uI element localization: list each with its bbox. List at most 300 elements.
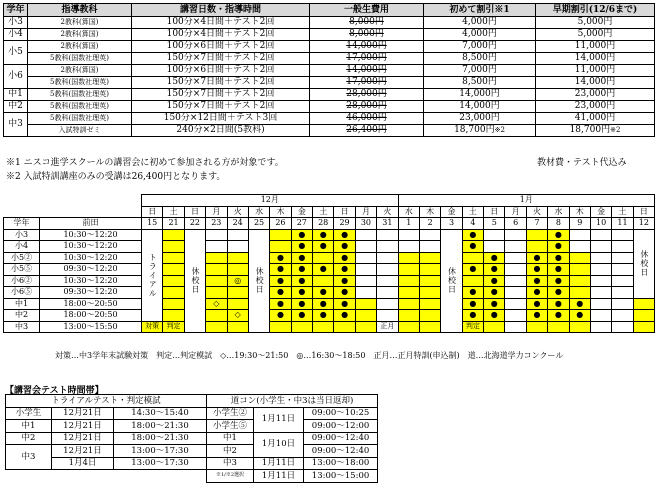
- calendar-time: 10:30～12:20: [40, 252, 142, 264]
- lesson-dot: [462, 264, 483, 276]
- calendar-cell: [590, 275, 611, 287]
- month-december: 12月: [142, 195, 399, 207]
- early-price: 11,000円: [536, 65, 655, 77]
- date-cell: 25: [248, 218, 269, 230]
- dokon-time: 13:00～15:00: [304, 470, 378, 483]
- lesson-dot: [270, 264, 291, 276]
- date-cell: 10: [590, 218, 611, 230]
- price-row: [4, 125, 655, 137]
- dokon-time: 09:00～12:40: [304, 432, 378, 445]
- calendar-cell: [548, 321, 569, 333]
- lesson-dot: [270, 310, 291, 322]
- general-price: 26,400円: [310, 125, 424, 137]
- test-row: [6, 457, 378, 470]
- calendar-cell: [633, 298, 654, 310]
- lesson-dot: [462, 310, 483, 322]
- first-price: 23,000円: [424, 113, 536, 125]
- test-grade: 小学生: [6, 407, 52, 420]
- price-row: [4, 53, 655, 65]
- test-date: 12月21日: [52, 432, 114, 445]
- lesson-dot: [334, 298, 355, 310]
- general-price: 28,000円: [310, 89, 424, 101]
- test-row: [6, 432, 378, 445]
- dokon-time: 09:00～12:00: [304, 420, 378, 433]
- calendar-cell: [377, 275, 398, 287]
- date-cell: 27: [291, 218, 312, 230]
- calendar-cell: [163, 229, 184, 241]
- lesson-dot: [548, 310, 569, 322]
- dokon-time: 09:00～12:40: [304, 445, 378, 458]
- calendar-cell: [505, 275, 526, 287]
- first-price-value: 18,700円: [454, 125, 495, 135]
- lesson-dot: [548, 275, 569, 287]
- price-row: [4, 77, 655, 89]
- calendar-cell: [612, 275, 633, 287]
- dokon-grade: 中1: [207, 432, 254, 445]
- calendar-cell: [206, 310, 227, 322]
- calendar-cell: [206, 264, 227, 276]
- test-header-right: 道コン(小学生・中3は当日返却): [207, 395, 378, 408]
- calendar-cell: [270, 229, 291, 241]
- lesson-dot: [526, 264, 547, 276]
- subject-cell: 入試特訓ゼミ: [28, 125, 132, 137]
- calendar-cell: [569, 287, 590, 299]
- weekday-cell: 日: [142, 206, 163, 218]
- calendar-cell: [291, 321, 312, 333]
- weekday-cell: 木: [419, 206, 440, 218]
- calendar-time: 10:30～12:20: [40, 275, 142, 287]
- calendar-cell: [313, 275, 334, 287]
- header-grade: 学年: [4, 4, 28, 17]
- calendar-cell: [419, 298, 440, 310]
- calendar-cell: [484, 241, 505, 253]
- note-1-right: 教材費・テスト代込み: [537, 158, 627, 168]
- header-time: 講習日数・指導時間: [132, 4, 310, 17]
- test-row: [6, 407, 378, 420]
- date-cell: 30: [355, 218, 376, 230]
- weekday-cell: 水: [548, 206, 569, 218]
- price-row: [4, 101, 655, 113]
- dokon-time: 13:00～18:00: [304, 457, 378, 470]
- dokon-date: 1月10日: [254, 432, 304, 457]
- calendar-row: [4, 275, 655, 287]
- lesson-dot: [270, 275, 291, 287]
- general-price: 14,000円: [310, 41, 424, 53]
- dokon-grade: ※1/※2選択: [207, 470, 254, 483]
- calendar-cell: [590, 298, 611, 310]
- calendar-cell: [377, 310, 398, 322]
- calendar-cell: [419, 229, 440, 241]
- header-general: 一般生費用: [310, 4, 424, 17]
- lesson-dot: [334, 241, 355, 253]
- grade-cell: 小4: [4, 29, 28, 41]
- early-price: 11,000円: [536, 41, 655, 53]
- calendar-cell: [398, 287, 419, 299]
- calendar-time-header: 前田: [40, 218, 142, 230]
- calendar-cell: [163, 287, 184, 299]
- early-price: 41,000円: [536, 113, 655, 125]
- test-time: 18:00～21:30: [114, 420, 207, 433]
- kyukoubi-label: 休校日: [441, 229, 462, 333]
- weekday-cell: 日: [633, 206, 654, 218]
- calendar-cell: [270, 321, 291, 333]
- lesson-dot: [291, 252, 312, 264]
- calendar-time: 09:30～12:20: [40, 287, 142, 299]
- calendar-cell: [377, 298, 398, 310]
- lesson-dot: [548, 252, 569, 264]
- lesson-dot: [484, 275, 505, 287]
- calendar-row: [4, 252, 655, 264]
- first-price: [424, 125, 536, 137]
- calendar-month-row: [4, 195, 655, 207]
- weekday-cell: 木: [569, 206, 590, 218]
- calendar-cell: [355, 298, 376, 310]
- calendar-cell: [355, 310, 376, 322]
- calendar-cell: [313, 252, 334, 264]
- test-time: 14:30～15:40: [114, 407, 207, 420]
- test-grade: 中2: [6, 432, 52, 445]
- calendar-cell: [355, 264, 376, 276]
- header-early: 早期割引(12/6まで): [536, 4, 655, 17]
- calendar-grade: 中1: [4, 298, 40, 310]
- date-cell: 12: [633, 218, 654, 230]
- lesson-dot: [526, 252, 547, 264]
- general-price: 14,000円: [310, 65, 424, 77]
- calendar-grade: 小6②: [4, 275, 40, 287]
- calendar-time: 10:30～12:20: [40, 241, 142, 253]
- date-cell: 2: [419, 218, 440, 230]
- weekday-cell: 火: [526, 206, 547, 218]
- lesson-dot: [313, 264, 334, 276]
- calendar-cell: [526, 241, 547, 253]
- lesson-diamond: [206, 298, 227, 310]
- calendar-cell: [484, 321, 505, 333]
- calendar-cell: [590, 287, 611, 299]
- calendar-cell: [526, 229, 547, 241]
- time-cell: 150分×12日間＋テスト3回: [132, 113, 310, 125]
- calendar-cell: [355, 229, 376, 241]
- time-cell: 100分×4日間＋テスト2回: [132, 17, 310, 29]
- price-row: [4, 89, 655, 101]
- lesson-dot: [569, 310, 590, 322]
- calendar-cell: [398, 298, 419, 310]
- test-time: 18:00～21:30: [114, 432, 207, 445]
- calendar-row: [4, 298, 655, 310]
- weekday-cell: 日: [484, 206, 505, 218]
- hantei-label: 判定: [163, 321, 184, 333]
- test-date: 12月21日: [52, 420, 114, 433]
- time-cell: 150分×7日間＋テスト2回: [132, 89, 310, 101]
- calendar-cell: [462, 252, 483, 264]
- calendar-row: [4, 229, 655, 241]
- header-first: 初めて割引※1: [424, 4, 536, 17]
- calendar-cell: [377, 229, 398, 241]
- weekday-cell: 金: [291, 206, 312, 218]
- calendar-grade-header: 学年: [4, 218, 40, 230]
- price-row: [4, 65, 655, 77]
- calendar-cell: [612, 321, 633, 333]
- time-cell: 240分×2日間(5教科): [132, 125, 310, 137]
- calendar-cell: [227, 298, 248, 310]
- note-2: ※2 入試特訓講座のみの受講は26,400円となります。: [6, 172, 226, 182]
- kyukoubi-label: 休校日: [633, 229, 654, 298]
- price-row: [4, 41, 655, 53]
- lesson-dot: [291, 298, 312, 310]
- subject-cell: 5教科(国数社理英): [28, 53, 132, 65]
- calendar-cell: [569, 229, 590, 241]
- calendar-cell: [206, 252, 227, 264]
- calendar-cell: [612, 264, 633, 276]
- calendar-time: 10:30～12:20: [40, 229, 142, 241]
- calendar-cell: [612, 241, 633, 253]
- calendar-cell: [355, 252, 376, 264]
- lesson-dot: [484, 264, 505, 276]
- price-row: [4, 17, 655, 29]
- weekday-cell: 月: [505, 206, 526, 218]
- calendar-row: [4, 264, 655, 276]
- calendar-cell: [206, 229, 227, 241]
- date-cell: 11: [612, 218, 633, 230]
- calendar-cell: [590, 252, 611, 264]
- lesson-dot: [270, 252, 291, 264]
- calendar-cell: [377, 287, 398, 299]
- calendar-cell: [227, 264, 248, 276]
- date-cell: 7: [526, 218, 547, 230]
- calendar-cell: [355, 275, 376, 287]
- lesson-dot: [291, 310, 312, 322]
- date-cell: 22: [184, 218, 205, 230]
- dokon-grade: 中2: [207, 445, 254, 458]
- weekday-cell: 金: [441, 206, 462, 218]
- calendar-cell: [419, 275, 440, 287]
- date-cell: 15: [142, 218, 163, 230]
- calendar-cell: [270, 241, 291, 253]
- subject-cell: 5教科(国数社理英): [28, 89, 132, 101]
- calendar-grade: 小5②: [4, 252, 40, 264]
- first-price: 4,000円: [424, 17, 536, 29]
- lesson-dot: [548, 287, 569, 299]
- early-price-mark: ※2: [610, 126, 621, 134]
- calendar-cell: [398, 252, 419, 264]
- calendar-cell: [398, 321, 419, 333]
- test-header-row: [6, 395, 378, 408]
- lesson-dot: [526, 287, 547, 299]
- lesson-dot: [462, 229, 483, 241]
- lesson-dot: [313, 310, 334, 322]
- calendar-cell: [227, 321, 248, 333]
- calendar-cell: [569, 275, 590, 287]
- lesson-double-circle: [227, 275, 248, 287]
- kyukoubi-label: 休校日: [248, 229, 269, 333]
- weekday-cell: 土: [163, 206, 184, 218]
- price-table: [3, 3, 655, 137]
- general-price: 17,000円: [310, 77, 424, 89]
- early-price-value: 18,700円: [569, 125, 611, 135]
- lesson-dot: [270, 287, 291, 299]
- test-row: [6, 445, 378, 458]
- shogatsu-label: 正月: [377, 321, 398, 333]
- calendar-cell: [163, 298, 184, 310]
- lesson-dot: [313, 241, 334, 253]
- calendar-cell: [419, 264, 440, 276]
- calendar-cell: [569, 252, 590, 264]
- time-cell: 150分×7日間＋テスト2回: [132, 53, 310, 65]
- calendar-cell: [505, 287, 526, 299]
- weekday-cell: 日: [184, 206, 205, 218]
- lesson-dot: [334, 275, 355, 287]
- weekday-cell: 土: [313, 206, 334, 218]
- calendar-cell: [612, 252, 633, 264]
- calendar-cell: [377, 252, 398, 264]
- calendar-cell: [227, 252, 248, 264]
- date-cell: 23: [206, 218, 227, 230]
- test-date: 12月21日: [52, 445, 114, 458]
- lesson-dot: [548, 241, 569, 253]
- calendar-cell: [590, 229, 611, 241]
- general-price: 46,000円: [310, 113, 424, 125]
- calendar-cell: [398, 241, 419, 253]
- first-price: 4,000円: [424, 29, 536, 41]
- calendar-cell: [163, 310, 184, 322]
- subject-cell: 5教科(国数社理英): [28, 113, 132, 125]
- calendar-cell: [633, 310, 654, 322]
- weekday-cell: 土: [462, 206, 483, 218]
- test-date: 12月21日: [52, 407, 114, 420]
- dokon-date: 1月11日: [254, 407, 304, 432]
- lesson-dot: [334, 264, 355, 276]
- calendar-cell: [505, 321, 526, 333]
- taisaku-label: 対策: [142, 321, 163, 333]
- lesson-dot: [291, 287, 312, 299]
- calendar-cell: [419, 252, 440, 264]
- first-price: 14,000円: [424, 101, 536, 113]
- test-time: 13:00～17:30: [114, 445, 207, 458]
- calendar-cell: [590, 241, 611, 253]
- calendar-date-row: [4, 218, 655, 230]
- subject-cell: 2教科(算国): [28, 65, 132, 77]
- calendar-cell: [590, 321, 611, 333]
- price-row: [4, 29, 655, 41]
- calendar-cell: [505, 241, 526, 253]
- calendar-weekday-row: [4, 206, 655, 218]
- schedule-calendar: [3, 194, 655, 333]
- calendar-cell: [569, 264, 590, 276]
- time-cell: 150分×7日間＋テスト2回: [132, 77, 310, 89]
- general-price: 17,000円: [310, 53, 424, 65]
- lesson-dot: [313, 287, 334, 299]
- calendar-cell: [505, 252, 526, 264]
- grade-cell: 中1: [4, 89, 28, 101]
- lesson-dot: [291, 275, 312, 287]
- calendar-cell: [526, 321, 547, 333]
- calendar-cell: [612, 310, 633, 322]
- lesson-dot: [484, 287, 505, 299]
- calendar-time: 09:30～12:20: [40, 264, 142, 276]
- calendar-cell: [590, 310, 611, 322]
- date-cell: 21: [163, 218, 184, 230]
- calendar-cell: [419, 310, 440, 322]
- month-january: 1月: [398, 195, 655, 207]
- calendar-cell: [377, 241, 398, 253]
- subject-cell: 2教科(算国): [28, 41, 132, 53]
- calendar-cell: [206, 241, 227, 253]
- lesson-dot: [462, 241, 483, 253]
- grade-cell: 中3: [4, 113, 28, 137]
- weekday-cell: 水: [248, 206, 269, 218]
- calendar-cell: [227, 241, 248, 253]
- calendar-cell: [569, 241, 590, 253]
- lesson-dot: [569, 298, 590, 310]
- calendar-cell: [377, 264, 398, 276]
- calendar-cell: [206, 321, 227, 333]
- calendar-cell: [398, 310, 419, 322]
- calendar-cell: [612, 229, 633, 241]
- general-price: 28,000円: [310, 101, 424, 113]
- time-cell: 100分×4日間＋テスト2回: [132, 29, 310, 41]
- subject-cell: 2教科(算国): [28, 29, 132, 41]
- weekday-cell: 火: [227, 206, 248, 218]
- weekday-cell: 月: [355, 206, 376, 218]
- grade-cell: 小5: [4, 41, 28, 65]
- calendar-grade: 小6⑤: [4, 287, 40, 299]
- test-time: 13:00～17:30: [114, 457, 207, 470]
- lesson-dot: [291, 264, 312, 276]
- date-cell: 1: [398, 218, 419, 230]
- calendar-cell: [505, 310, 526, 322]
- early-price: 14,000円: [536, 77, 655, 89]
- lesson-dot: [548, 298, 569, 310]
- calendar-cell: [419, 241, 440, 253]
- date-cell: 31: [377, 218, 398, 230]
- dokon-date: 1月11日: [254, 470, 304, 483]
- calendar-cell: [206, 275, 227, 287]
- calendar-cell: [355, 241, 376, 253]
- dokon-grade: 中3: [207, 457, 254, 470]
- calendar-cell: [334, 321, 355, 333]
- grade-cell: 小6: [4, 65, 28, 89]
- date-cell: 28: [313, 218, 334, 230]
- dokon-grade: 小学生②: [207, 407, 254, 420]
- calendar-row: [4, 241, 655, 253]
- calendar-grade: 中2: [4, 310, 40, 322]
- lesson-dot: [526, 275, 547, 287]
- calendar-cell: [398, 264, 419, 276]
- dokon-grade: 小学生⑤: [207, 420, 254, 433]
- weekday-cell: 土: [612, 206, 633, 218]
- weekday-cell: 日: [334, 206, 355, 218]
- weekday-cell: 木: [270, 206, 291, 218]
- calendar-cell: [163, 264, 184, 276]
- calendar-cell: [227, 287, 248, 299]
- calendar-cell: [227, 229, 248, 241]
- header-subject: 指導教科: [28, 4, 132, 17]
- calendar-cell: [612, 298, 633, 310]
- test-row: [6, 470, 378, 483]
- test-grade: 中3: [6, 445, 52, 470]
- lesson-dot: [526, 298, 547, 310]
- kyukoubi-label: 休校日: [184, 229, 205, 333]
- calendar-grade: 小5⑤: [4, 264, 40, 276]
- lesson-dot: [270, 298, 291, 310]
- calendar-grade: 中3: [4, 321, 40, 333]
- test-time-table: [5, 394, 378, 483]
- calendar-cell: [163, 252, 184, 264]
- subject-cell: 2教科(算国): [28, 17, 132, 29]
- price-header-row: [4, 4, 655, 17]
- date-cell: 6: [505, 218, 526, 230]
- lesson-dot: [334, 252, 355, 264]
- calendar-cell: [505, 298, 526, 310]
